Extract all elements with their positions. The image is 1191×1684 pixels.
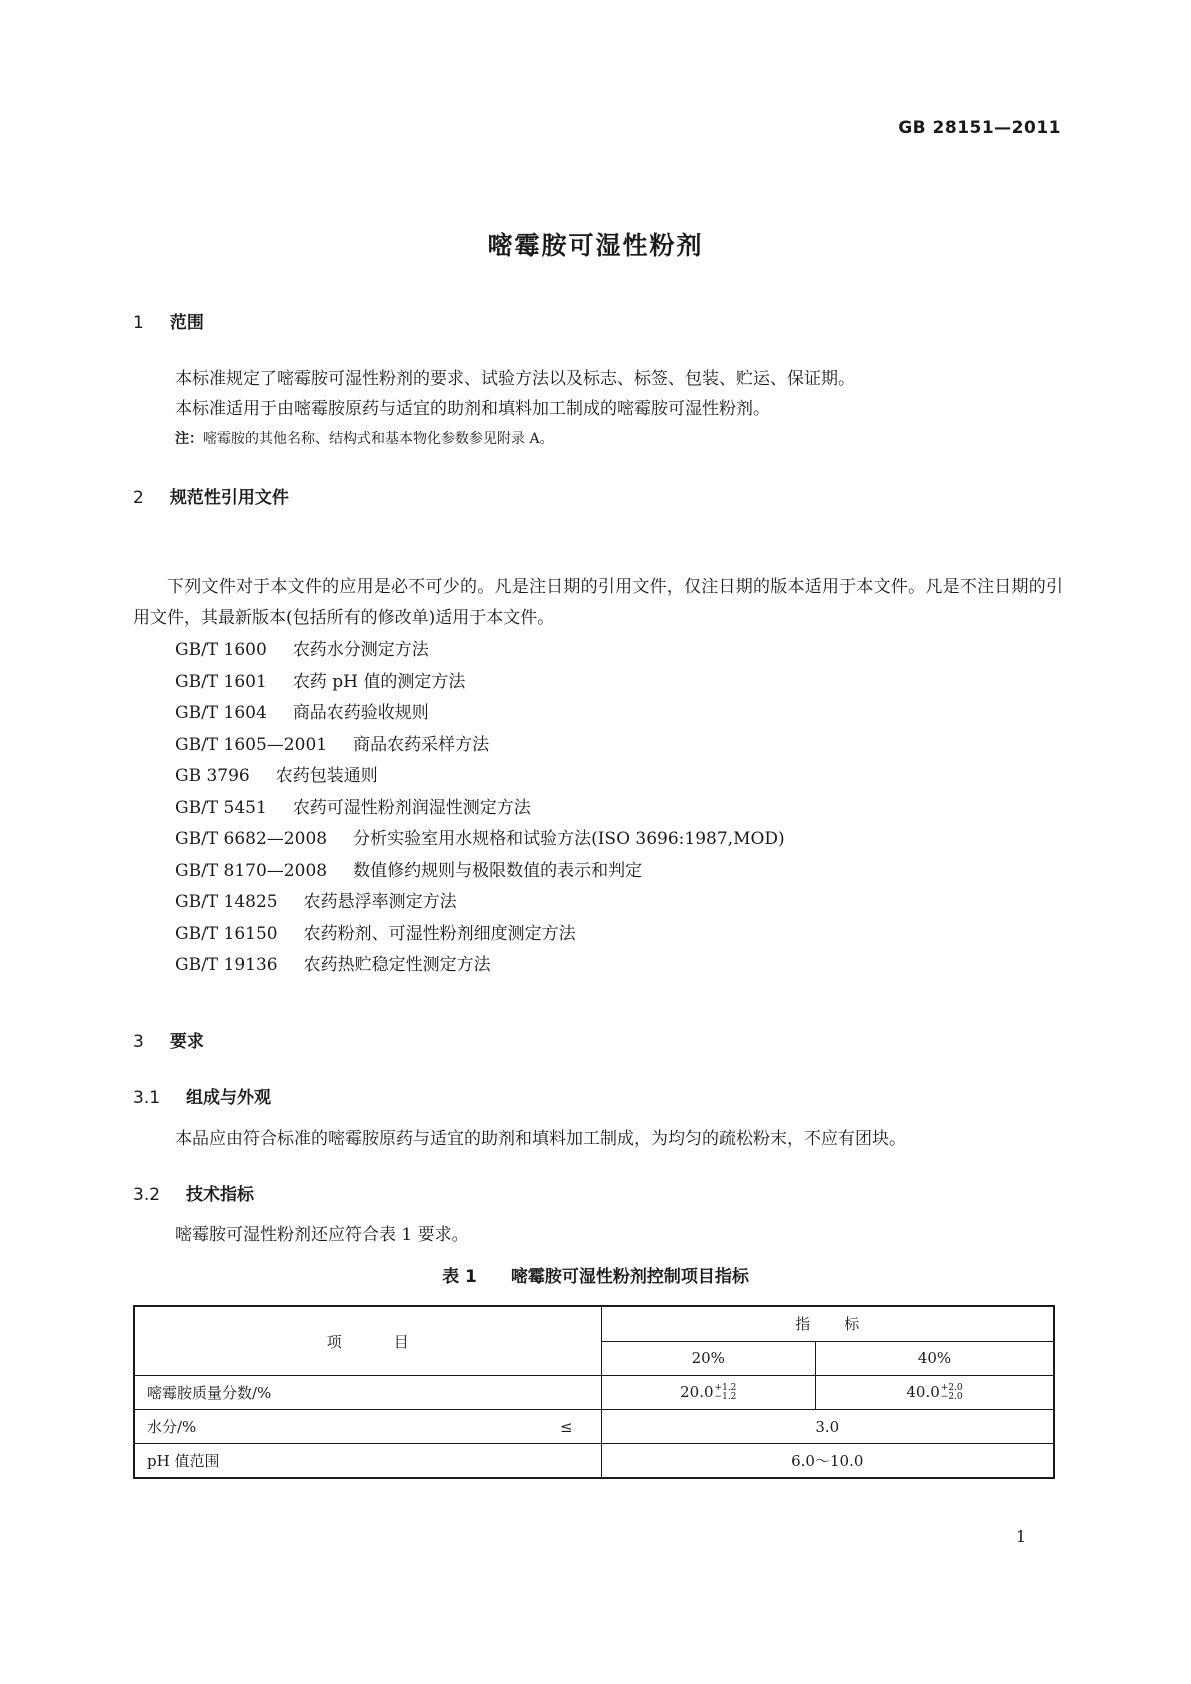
section-3-1-number: 3.1	[133, 1088, 161, 1108]
reference-title: 农药包装通则	[275, 766, 378, 786]
section-1-note	[175, 428, 554, 448]
row-label-mass-fraction: 嘧霉胺质量分数/%	[134, 1376, 601, 1410]
section-3-2-text: 嘧霉胺可湿性粉剂还应符合表 1 要求。	[175, 1225, 469, 1245]
col-40-header: 40%	[816, 1341, 1054, 1376]
reference-code: GB/T 8170—2008	[175, 860, 328, 881]
reference-title: 分析实验室用水规格和试验方法(ISO 3696:1987,MOD)	[353, 829, 785, 849]
reference-code: GB/T 6682—2008	[175, 829, 328, 849]
table-row	[134, 1410, 1054, 1444]
tolerance-minus: −1.2	[714, 1392, 737, 1402]
header-item-label: 项目	[326, 1332, 461, 1351]
reference-title: 农药 pH 值的测定方法	[292, 671, 466, 692]
reference-item	[175, 761, 785, 793]
tolerance-plus: +2.0	[940, 1383, 963, 1393]
section-3-heading	[133, 1027, 204, 1052]
section-3-2-number: 3.2	[133, 1185, 161, 1205]
value-40-mass-fraction	[816, 1376, 1054, 1410]
value-base: 20.0	[680, 1383, 714, 1401]
section-2-intro: 下列文件对于本文件的应用是必不可少的。凡是注日期的引用文件，仅注日期的版本适用于本文件。凡是不注日期的引用文件，其最新版本(包括所有的修改单)适用于本文件。	[133, 577, 1063, 628]
reference-code: GB/T 1604	[175, 703, 267, 723]
page-number: 1	[1015, 1527, 1026, 1546]
tolerance-plus: +1.2	[714, 1383, 737, 1393]
reference-title: 农药可湿性粉剂润湿性测定方法	[292, 797, 531, 818]
table-1-caption	[0, 1262, 1191, 1287]
table-1-number: 表 1	[442, 1267, 477, 1287]
section-1-heading	[133, 308, 204, 333]
header-index-label: 指标	[795, 1315, 894, 1334]
section-1-number: 1	[133, 313, 144, 333]
reference-code: GB/T 16150	[175, 923, 278, 944]
table-row	[134, 1444, 1054, 1479]
table-1	[133, 1305, 1055, 1479]
value-ph: 6.0～10.0	[601, 1444, 1054, 1479]
value-base: 40.0	[906, 1383, 940, 1401]
tolerance-minus: −2.0	[940, 1392, 963, 1402]
reference-code: GB/T 1605—2001	[175, 734, 328, 755]
reference-title: 商品农药验收规则	[292, 703, 429, 723]
value-20-mass-fraction	[601, 1376, 816, 1410]
section-3-1-title: 组成与外观	[186, 1088, 272, 1108]
section-3-title: 要求	[169, 1032, 204, 1052]
note-text: 嘧霉胺的其他名称、结构式和基本物化参数参见附录 A。	[203, 431, 554, 447]
section-3-1-heading	[133, 1083, 271, 1108]
section-3-1-text: 本品应由符合标准的嘧霉胺原药与适宜的助剂和填料加工制成，为均匀的疏松粉末，不应有团块。	[175, 1129, 906, 1149]
section-2-number: 2	[133, 488, 144, 508]
reference-title: 农药粉剂、可湿性粉剂细度测定方法	[303, 923, 576, 944]
reference-code: GB/T 5451	[175, 797, 267, 818]
reference-title: 农药热贮稳定性测定方法	[303, 955, 491, 975]
tolerance	[941, 1384, 963, 1402]
reference-item	[175, 667, 785, 699]
note-label: 注：	[175, 431, 203, 447]
tolerance	[715, 1384, 737, 1402]
section-2-heading	[133, 483, 289, 508]
reference-title: 农药水分测定方法	[292, 640, 429, 660]
reference-code: GB/T 1600	[175, 640, 267, 660]
reference-item	[175, 730, 785, 762]
reference-title: 商品农药采样方法	[353, 734, 490, 755]
section-1-paragraph-1: 本标准规定了嘧霉胺可湿性粉剂的要求、试验方法以及标志、标签、包装、贮运、保证期。	[175, 369, 855, 389]
document-title: 嘧霉胺可湿性粉剂	[487, 231, 704, 260]
standard-number: GB 28151—2011	[898, 118, 1061, 138]
section-3-number: 3	[133, 1032, 144, 1052]
reference-code: GB/T 19136	[175, 955, 278, 975]
col-20-header: 20%	[601, 1341, 816, 1376]
table-header-row	[134, 1306, 1054, 1341]
section-3-2-title: 技术指标	[186, 1185, 255, 1205]
reference-item	[175, 887, 785, 919]
row-label-moisture-cell	[134, 1410, 601, 1444]
reference-list	[175, 635, 785, 982]
table-1-title: 嘧霉胺可湿性粉剂控制项目指标	[510, 1267, 749, 1287]
reference-item	[175, 793, 785, 825]
reference-item	[175, 824, 785, 856]
reference-code: GB/T 14825	[175, 892, 278, 912]
reference-code: GB 3796	[175, 766, 250, 786]
reference-title: 农药悬浮率测定方法	[303, 892, 457, 912]
value-moisture: 3.0	[601, 1410, 1054, 1444]
header-index-cell	[601, 1306, 1054, 1341]
reference-item	[175, 635, 785, 667]
section-1-paragraph-2: 本标准适用于由嘧霉胺原药与适宜的助剂和填料加工制成的嘧霉胺可湿性粉剂。	[175, 399, 770, 419]
reference-item	[175, 919, 785, 951]
reference-item	[175, 856, 785, 888]
section-1-title: 范围	[169, 313, 204, 333]
row-label-moisture: 水分/%	[147, 1418, 197, 1436]
reference-code: GB/T 1601	[175, 671, 267, 692]
less-equal-symbol: ≤	[559, 1417, 573, 1436]
reference-item	[175, 950, 785, 982]
row-label-ph: pH 值范围	[134, 1444, 601, 1479]
reference-title: 数值修约规则与极限数值的表示和判定	[353, 860, 643, 881]
reference-item	[175, 698, 785, 730]
table-row	[134, 1376, 1054, 1410]
section-3-2-heading	[133, 1180, 254, 1205]
section-2-title: 规范性引用文件	[169, 488, 289, 508]
header-item-cell	[134, 1306, 601, 1376]
